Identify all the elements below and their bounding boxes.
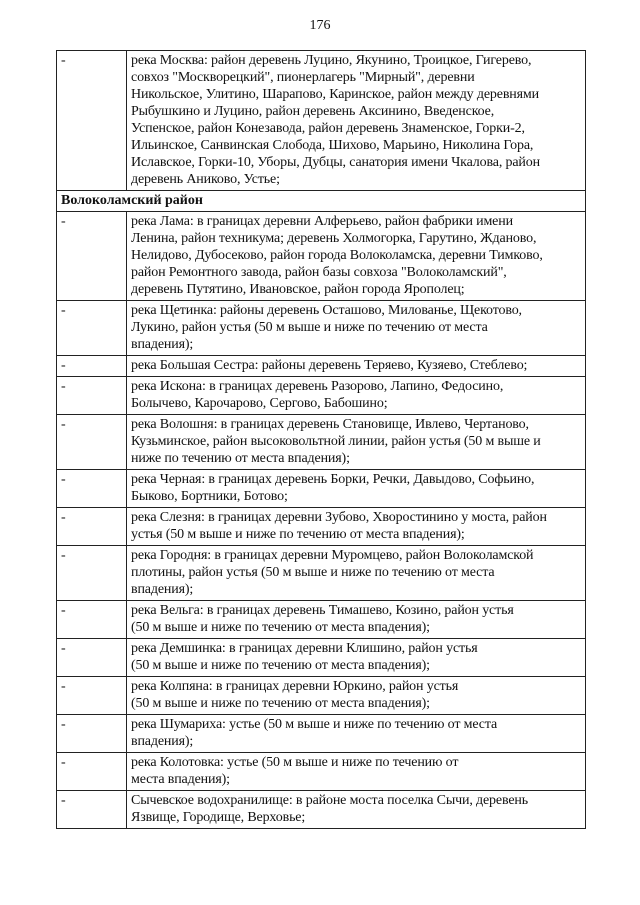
- table-row: [57, 415, 586, 470]
- table-row: [57, 212, 586, 301]
- row-dash: -: [57, 753, 127, 791]
- row-text: Сычевское водохранилище: в районе моста поселка Сычи, деревень Язвище, Городище, Верховье;: [127, 791, 586, 829]
- table-row: [57, 791, 586, 829]
- row-text: река Черная: в границах деревень Борки, Речки, Давыдово, Софьино, Быково, Бортники, Ботово;: [127, 470, 586, 508]
- row-dash: -: [57, 639, 127, 677]
- row-dash: -: [57, 677, 127, 715]
- table-row: [57, 301, 586, 356]
- table-row: [57, 470, 586, 508]
- row-dash: -: [57, 791, 127, 829]
- row-dash: -: [57, 212, 127, 301]
- table-row: [57, 715, 586, 753]
- row-text: река Колпяна: в границах деревни Юркино, район устья (50 м выше и ниже по течению от места впадения);: [127, 677, 586, 715]
- row-dash: -: [57, 356, 127, 377]
- table-row: [57, 508, 586, 546]
- row-text: река Городня: в границах деревни Муромцево, район Волоколамской плотины, район устья (50 м выше и ниже по течению от места впадения);: [127, 546, 586, 601]
- row-dash: -: [57, 415, 127, 470]
- row-text: река Шумариха: устье (50 м выше и ниже по течению от места впадения);: [127, 715, 586, 753]
- row-dash: -: [57, 508, 127, 546]
- row-dash: -: [57, 470, 127, 508]
- table-row: [57, 753, 586, 791]
- row-dash: -: [57, 377, 127, 415]
- row-dash: -: [57, 51, 127, 191]
- row-text: река Вельга: в границах деревень Тимашево, Козино, район устья (50 м выше и ниже по течению от места впадения);: [127, 601, 586, 639]
- row-text: река Москва: район деревень Луцино, Якунино, Троицкое, Гигерево, совхоз "Москворецкий", пионерлагерь "Мирный", деревни Никольское, Улитино, Шарапово, Каринское, район между деревнями Рыбушкино и Луцино, район деревень Аксинино, Введенское, Успенское, район Конезавода, район деревень Знаменское, Горки-2, Ильинское, Санвинская Слобода, Шихово, Марьино, Николина Гора, Иславское, Горки-10, Уборы, Дубцы, санатория имени Чкалова, район деревень Аниково, Устье;: [127, 51, 586, 191]
- section-title: Волоколамский район: [57, 191, 586, 212]
- row-text: река Большая Сестра: районы деревень Теряево, Кузяево, Стеблево;: [127, 356, 586, 377]
- row-dash: -: [57, 301, 127, 356]
- row-dash: -: [57, 546, 127, 601]
- row-dash: -: [57, 715, 127, 753]
- page-number: 176: [309, 18, 331, 33]
- row-text: река Слезня: в границах деревни Зубово, Хворостинино у моста, район устья (50 м выше и ниже по течению от места впадения);: [127, 508, 586, 546]
- table-row: [57, 639, 586, 677]
- document-table: [56, 50, 586, 829]
- table-row: [57, 677, 586, 715]
- table-row: [57, 601, 586, 639]
- row-text: река Волошня: в границах деревень Становище, Ивлево, Чертаново, Кузьминское, район высоковольтной линии, район устья (50 м выше и ниже по течению от места впадения);: [127, 415, 586, 470]
- table-row: [57, 546, 586, 601]
- table-body: [57, 51, 586, 829]
- row-text: река Демшинка: в границах деревни Клишино, район устья (50 м выше и ниже по течению от места впадения);: [127, 639, 586, 677]
- table-row: [57, 356, 586, 377]
- table-row: [57, 377, 586, 415]
- row-text: река Лама: в границах деревни Алферьево, район фабрики имени Ленина, район техникума; деревень Холмогорка, Гарутино, Жданово, Нелидово, Дубосеково, район города Волоколамска, деревни Тимково, район Ремонтного завода, район базы совхоза "Волоколамский", деревень Путятино, Ивановское, район города Ярополец;: [127, 212, 586, 301]
- table-row: [57, 51, 586, 191]
- row-text: река Искона: в границах деревень Разорово, Лапино, Федосино, Болычево, Карочарово, Сергово, Бабошино;: [127, 377, 586, 415]
- row-text: река Колотовка: устье (50 м выше и ниже по течению от места впадения);: [127, 753, 586, 791]
- row-dash: -: [57, 601, 127, 639]
- section-header-row: [57, 191, 586, 212]
- row-text: река Щетинка: районы деревень Осташово, Милованье, Щекотово, Лукино, район устья (50 м выше и ниже по течению от места впадения);: [127, 301, 586, 356]
